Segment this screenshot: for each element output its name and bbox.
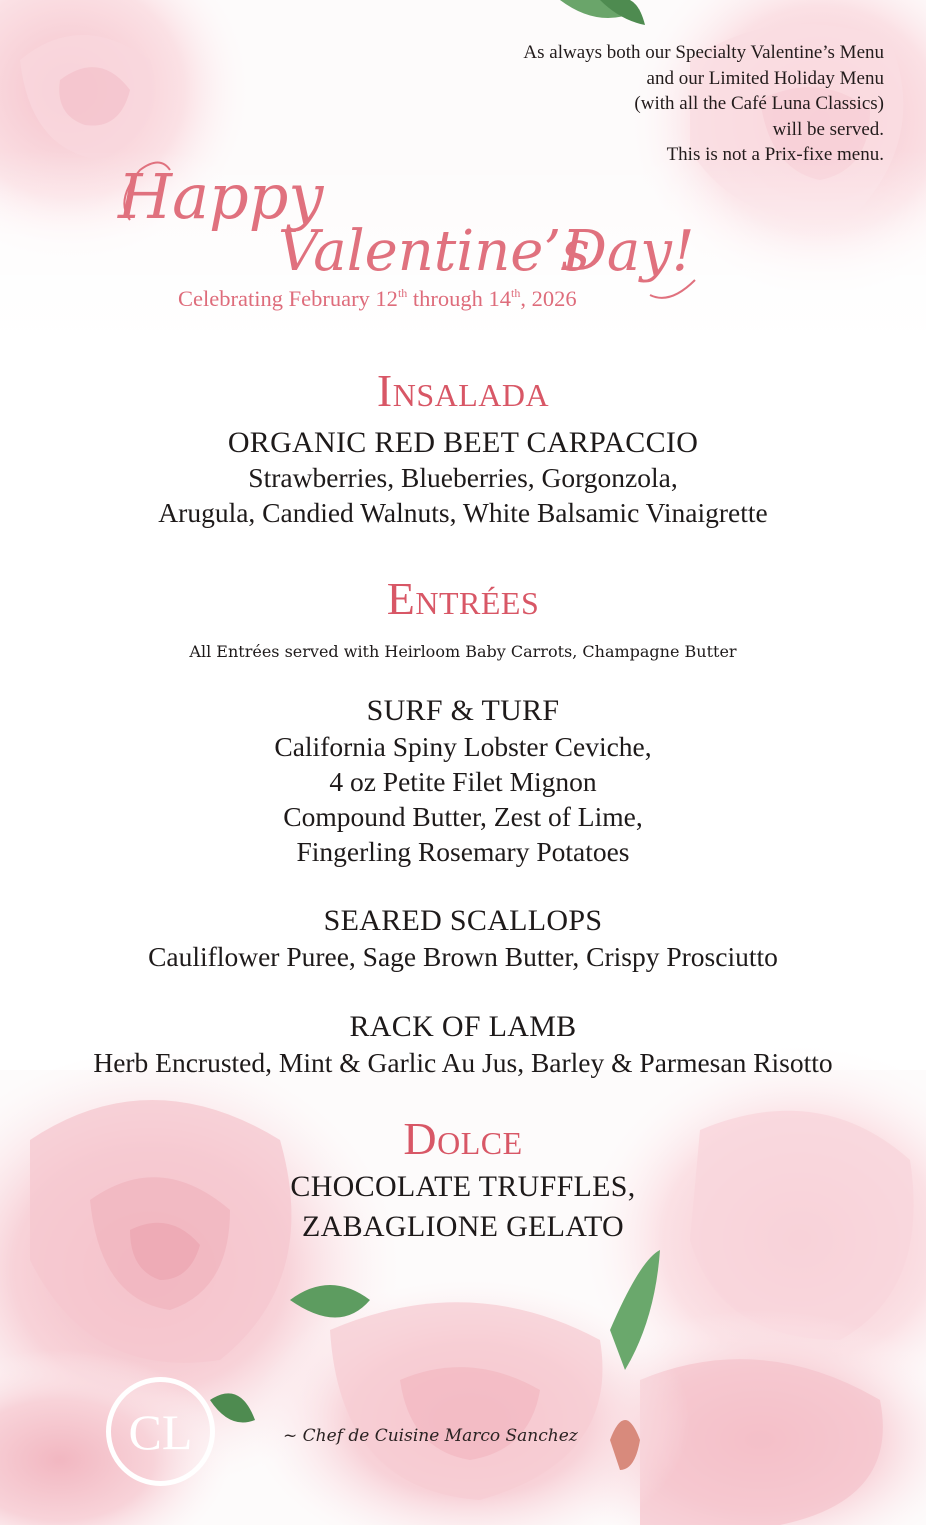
- dish-name-rack-of-lamb: RACK OF LAMB: [349, 1010, 577, 1043]
- note-line: will be served.: [772, 118, 884, 140]
- dessert-line: ZABAGLIONE GELATO: [301, 1210, 624, 1243]
- dish-desc-line: Cauliflower Puree, Sage Brown Butter, Crispy Prosciutto: [148, 941, 778, 972]
- section-title-insalada: Insalada: [376, 365, 550, 416]
- logo-monogram: CL: [128, 1404, 193, 1460]
- heading-word-day: Day!: [562, 219, 695, 284]
- celebration-dates: Celebrating February 12th through 14th, 2026: [178, 286, 577, 311]
- dessert-line: CHOCOLATE TRUFFLES,: [290, 1170, 636, 1203]
- section-title-entrees: Entrées: [386, 573, 540, 624]
- dish-desc-line: Fingerling Rosemary Potatoes: [296, 836, 630, 867]
- note-line: (with all the Café Luna Classics): [634, 93, 884, 114]
- dish-name-seared-scallops: SEARED SCALLOPS: [323, 904, 603, 937]
- entrees-note: All Entrées served with Heirloom Baby Carrots, Champagne Butter: [189, 642, 737, 661]
- section-title-dolce: Dolce: [403, 1113, 523, 1164]
- note-line: As always both our Specialty Valentine’s Menu: [523, 42, 884, 63]
- dish-name-beet-carpaccio: ORGANIC RED BEET CARPACCIO: [227, 426, 699, 459]
- chef-signature: ~ Chef de Cuisine Marco Sanchez: [283, 1426, 578, 1446]
- dish-desc-line: Arugula, Candied Walnuts, White Balsamic Vinaigrette: [158, 497, 768, 528]
- valentines-heading: [110, 140, 750, 310]
- note-line: This is not a Prix-fixe menu.: [666, 144, 884, 165]
- dish-desc-line: Herb Encrusted, Mint & Garlic Au Jus, Barley & Parmesan Risotto: [93, 1047, 833, 1078]
- dish-desc-line: Strawberries, Blueberries, Gorgonzola,: [248, 462, 678, 493]
- note-line: and our Limited Holiday Menu: [646, 67, 884, 89]
- heading-word-valentines: Valentine’s: [278, 219, 590, 284]
- dish-desc-line: Compound Butter, Zest of Lime,: [283, 801, 643, 832]
- dish-desc-line: California Spiny Lobster Ceviche,: [274, 731, 652, 762]
- dish-desc-line: 4 oz Petite Filet Mignon: [329, 766, 597, 797]
- dish-name-surf-turf: SURF & TURF: [366, 694, 560, 727]
- heading-word-happy: Happy: [118, 160, 324, 233]
- cafe-luna-logo: [103, 1374, 218, 1489]
